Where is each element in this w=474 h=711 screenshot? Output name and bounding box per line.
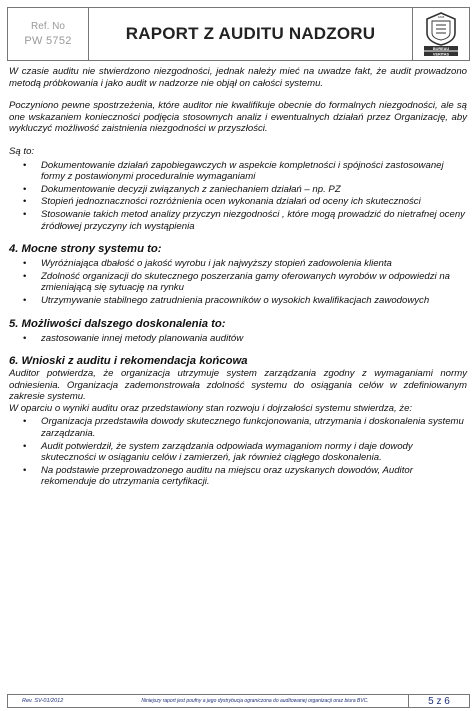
bullet-icon: • xyxy=(23,440,27,452)
list-item: • Zdolność organizacji do skutecznego poszerzania gamy oferowanych wyrobów w odpowiedzi na zmieniającą się sytuację na rynku xyxy=(23,270,451,294)
list-item: • Audit potwierdził, że system zarządzania odpowiada wymaganiom normy i daje dowody skuteczności w osiąganiu celów i zamierzeń, jak również ciągłego doskonalenia. xyxy=(23,440,413,464)
revision-label: Rev. SV-01/2012 xyxy=(22,698,64,704)
intro-paragraph-1: W czasie auditu nie stwierdzono niezgodności, jednak należy mieć na uwadze fakt, że audit prowadzono metodą próbkowania i jako audit w nadzorze nie objął on całości systemu. xyxy=(9,66,467,89)
bullet-icon: • xyxy=(23,416,27,428)
report-title: RAPORT Z AUDITU NADZORU xyxy=(125,24,376,43)
list-item: • Wyróżniająca dbałość o jakość wyrobu i jak najwyższy stopień zadowolenia klienta xyxy=(23,258,392,270)
confidentiality-note: Niniejszy raport jest poufny a jego dystrybucja ograniczona do auditowanej organizacji oraz biura BVC. xyxy=(141,698,369,704)
bureau-veritas-seal-icon xyxy=(421,11,461,57)
section-4-heading: 4. Mocne strony systemu to: xyxy=(9,243,162,256)
logo-year: 1828 xyxy=(437,15,445,20)
section-6-heading: 6. Wnioski z auditu i rekomendacja końcowa xyxy=(9,355,248,368)
list-item: • zastosowanie innej metody planowania auditów xyxy=(23,332,244,344)
bullet-icon: • xyxy=(23,258,27,270)
ref-label: Ref. No xyxy=(31,20,65,32)
list-item: • Stosowanie takich metod analizy przyczyn niezgodności , które mogą prowadzić do nietrafnej oceny źródłowej przyczyny ich wystąpienia xyxy=(23,208,465,232)
bureau-veritas-logo xyxy=(412,8,469,60)
intro-paragraph-2: Poczyniono pewne spostrzeżenia, które auditor nie kwalifikuje obecnie do formalnych niezgodności, ale są one wskazaniem konieczności podjęcia stosownych analiz i ewentualnych działań przez Organizację, aby wykluczyć możliwość zaistnienia niezgodności w przyszłości. xyxy=(9,100,467,135)
list-item: • Stopień jednoznaczności rozróżnienia ocen wykonania działań od oceny ich skuteczności xyxy=(23,196,421,208)
conclusion-paragraph-1: Auditor potwierdza, że organizacja utrzymuje system zarządzania zgodny z wymaganiami normy odniesienia. Organizacja zademonstrowała zdolność systemu do osiągania celów w zdefiniowanym zakresie systemu. xyxy=(9,368,467,403)
bullet-icon: • xyxy=(23,270,27,282)
bullet-icon: • xyxy=(23,183,27,195)
intro-list-lead: Są to: xyxy=(9,145,35,157)
conclusion-paragraph-2: W oparciu o wyniki auditu oraz przedstawiony stan rozwoju i dojrzałości systemu stwierdza, że: xyxy=(9,402,413,414)
bullet-icon: • xyxy=(23,159,27,171)
list-item: • Dokumentowanie decyzji związanych z zaniechaniem działań – np. PZ xyxy=(23,183,341,195)
report-header xyxy=(7,7,470,61)
conclusions-list xyxy=(9,416,467,488)
list-item: • Dokumentowanie działań zapobiegawczych w aspekcie kompletności i spójności zastosowanej formy z postawionymi proceduralnie wymaganiami xyxy=(23,159,444,183)
bullet-icon: • xyxy=(23,294,27,306)
bullet-icon: • xyxy=(23,464,27,476)
logo-text-bureau: BUREAU xyxy=(432,46,450,51)
reference-box xyxy=(8,8,89,60)
ref-number: PW 5752 xyxy=(24,34,72,47)
report-footer xyxy=(7,694,470,708)
section-5-heading: 5. Możliwości dalszego doskonalenia to: xyxy=(9,317,226,330)
page-number: 5 z 6 xyxy=(408,695,469,707)
improvements-list xyxy=(9,333,467,345)
list-item: • Organizacja przedstawiła dowody skutecznego funkcjonowania, utrzymania i doskonalenia systemu zarządzania. xyxy=(23,416,464,440)
observations-list xyxy=(9,160,467,233)
bullet-icon: • xyxy=(23,196,27,208)
list-item: • Na podstawie przeprowadzonego auditu na miejscu oraz uzyskanych dowodów, Auditor rekomenduje do utrzymania certyfikacji. xyxy=(23,464,413,488)
logo-text-veritas: VERITAS xyxy=(432,52,450,57)
strengths-list xyxy=(9,258,467,306)
list-item: • Utrzymywanie stabilnego zatrudnienia pracowników o wysokich kwalifikacjach zawodowych xyxy=(23,294,430,306)
bullet-icon: • xyxy=(23,332,27,344)
report-body xyxy=(9,66,467,489)
bullet-icon: • xyxy=(23,208,27,220)
